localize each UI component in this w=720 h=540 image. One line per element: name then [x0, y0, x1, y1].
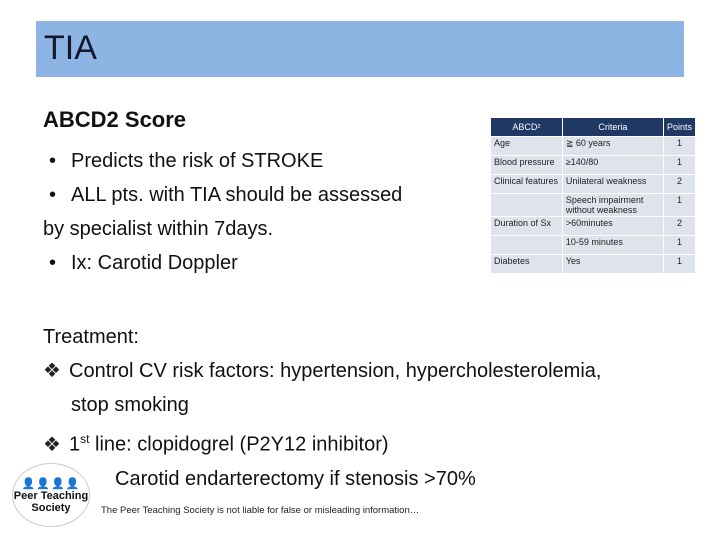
slide-title: TIA: [44, 29, 97, 67]
header-criteria: Criteria: [562, 118, 663, 137]
table-row: [491, 156, 696, 175]
table-cell: ≥140/80: [562, 156, 663, 175]
table-row: [491, 175, 696, 194]
table-row: [491, 217, 696, 236]
table-row: [491, 236, 696, 255]
table-cell: 1: [663, 255, 695, 274]
treatment-section: [43, 320, 703, 496]
table-cell: Duration of Sx: [491, 217, 563, 236]
subtitle: ABCD2 Score: [43, 107, 187, 132]
table-header-row: [491, 118, 696, 137]
table-cell: 1: [663, 137, 695, 156]
table-cell: Yes: [562, 255, 663, 274]
table-cell: Blood pressure: [491, 156, 563, 175]
table-cell: 1: [663, 156, 695, 175]
table-cell: [491, 194, 563, 217]
bullet-item: • Ix: Carotid Doppler: [49, 252, 238, 274]
treatment-item: ❖ Control CV risk factors: hypertension, hypercholesterolemia,: [43, 354, 703, 388]
table-row: [491, 194, 696, 217]
table-cell: 1: [663, 194, 695, 217]
diamond-bullet-icon: ❖: [43, 360, 61, 382]
bullet-item: • Predicts the risk of STROKE: [49, 150, 324, 172]
table-cell: Age: [491, 137, 563, 156]
bullet-list: [43, 144, 463, 280]
logo-line2: Society: [31, 501, 71, 514]
people-icon: 👤👤👤👤: [21, 477, 81, 490]
treatment-item-continuation: stop smoking: [71, 394, 189, 416]
peer-teaching-society-logo: [12, 463, 90, 527]
bullet-item: • ALL pts. with TIA should be assessed: [49, 184, 403, 206]
table-cell: 2: [663, 217, 695, 236]
disclaimer: The Peer Teaching Society is not liable for false or misleading information…: [101, 505, 420, 516]
treatment-item-continuation: Carotid endarterectomy if stenosis >70%: [115, 467, 476, 490]
logo-line1: Peer Teaching: [13, 489, 89, 502]
abcd2-table: [490, 117, 696, 274]
table-cell: 1: [663, 236, 695, 255]
header-abcd2: ABCD²: [491, 118, 563, 137]
table-cell: 2: [663, 175, 695, 194]
table-cell: Clinical features: [491, 175, 563, 194]
table-cell: Unilateral weakness: [562, 175, 663, 194]
table-cell: [491, 236, 563, 255]
table-cell: 10-59 minutes: [562, 236, 663, 255]
table-cell: Diabetes: [491, 255, 563, 274]
diamond-bullet-icon: ❖: [43, 433, 61, 456]
treatment-item: ❖ 1st line: clopidogrel (P2Y12 inhibitor): [43, 422, 703, 462]
table-cell: ≧ 60 years: [562, 137, 663, 156]
table-row: [491, 255, 696, 274]
table-cell: >60minutes: [562, 217, 663, 236]
title-bar: [36, 21, 684, 77]
bullet-item-continuation: by specialist within 7days.: [43, 218, 274, 240]
table-row: [491, 137, 696, 156]
treatment-heading: Treatment:: [43, 326, 139, 348]
table-cell: Speech impairment without weakness: [562, 194, 663, 217]
header-points: Points: [663, 118, 695, 137]
